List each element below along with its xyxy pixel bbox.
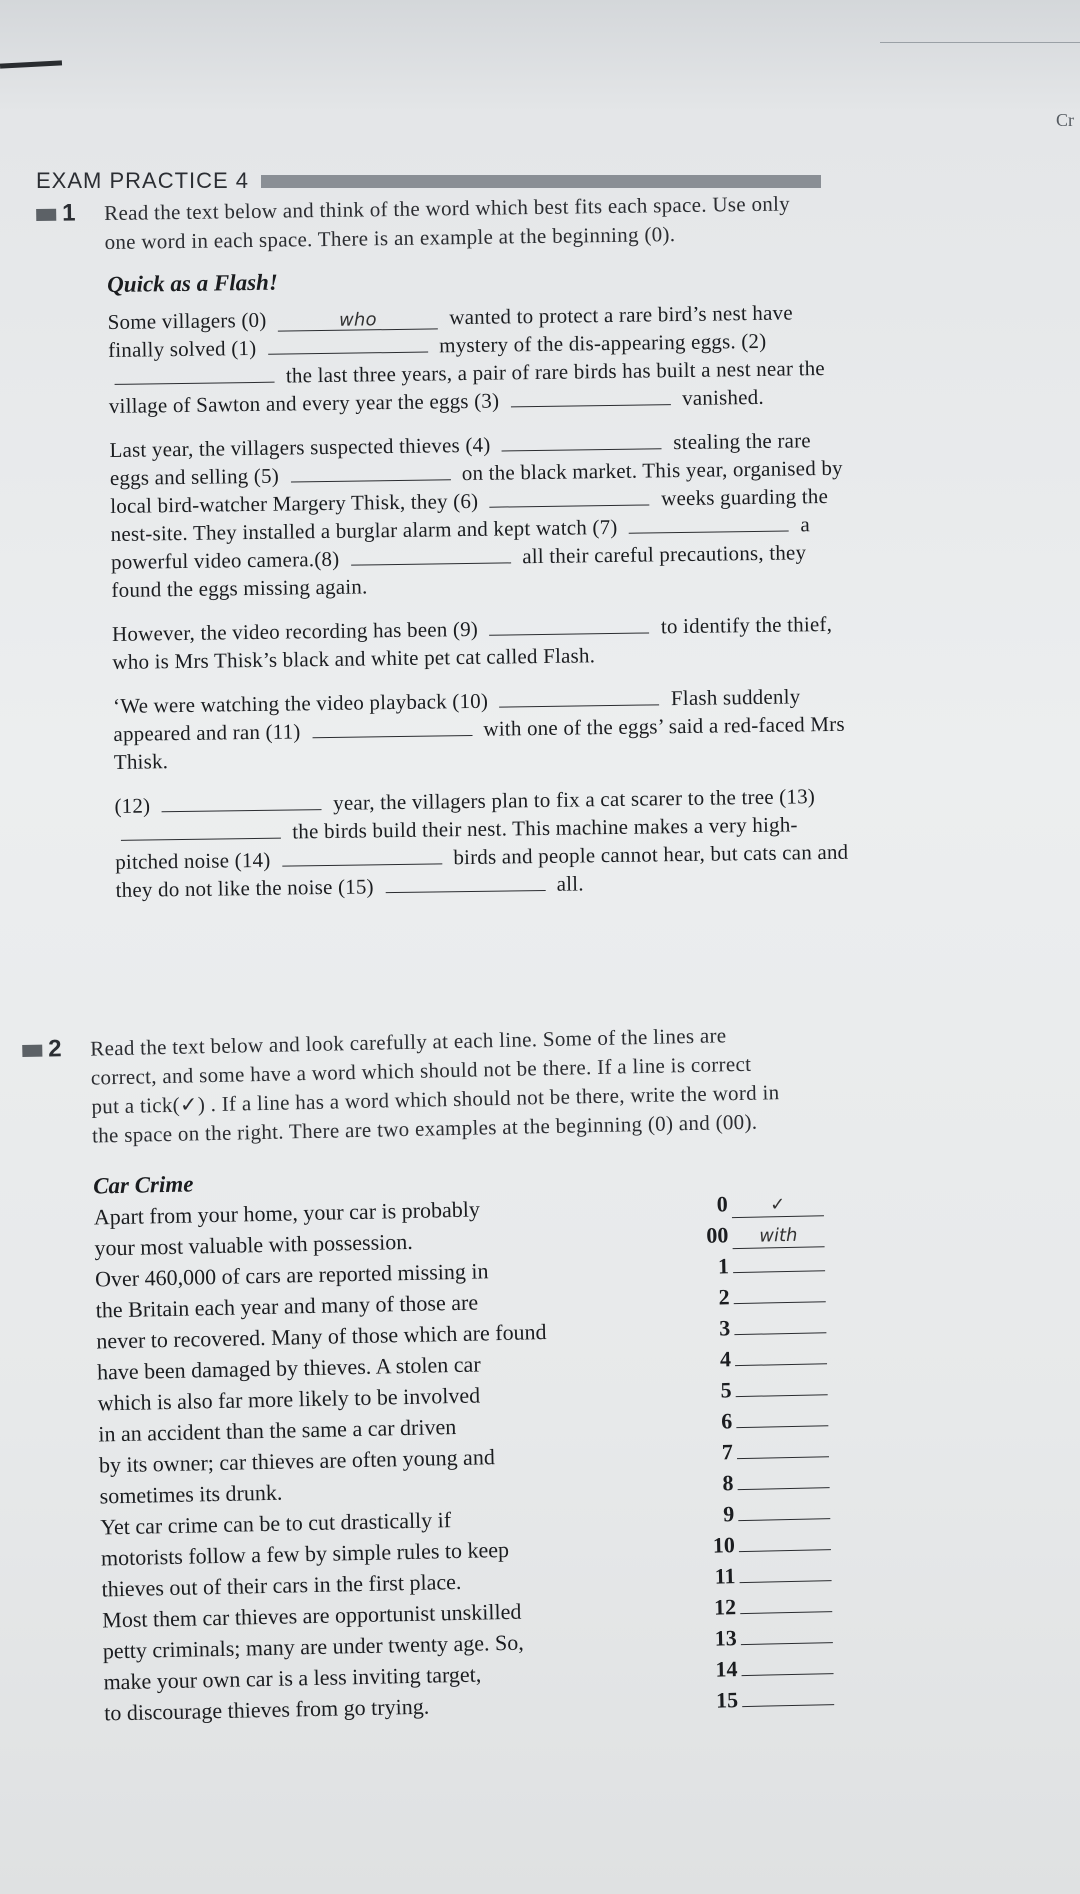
- task-2: [22, 1019, 836, 1732]
- answer-blank[interactable]: [733, 1250, 825, 1273]
- text-segment: birds and people cannot hear, but cats can and they do not like the noise (15): [115, 839, 849, 902]
- task-1-header: [36, 189, 837, 258]
- line-number: 5: [720, 1377, 732, 1403]
- answer-blank[interactable]: [742, 1684, 834, 1707]
- line-number: 12: [713, 1594, 737, 1620]
- answer-blank[interactable]: [737, 1436, 829, 1459]
- top-rule: [880, 42, 1080, 43]
- gap-15[interactable]: [385, 872, 545, 893]
- gap-7[interactable]: [629, 513, 789, 534]
- text-segment: all their careful precautions, they found the eggs missing again.: [111, 540, 807, 602]
- line-text: sometimes its drunk.: [99, 1479, 283, 1509]
- corner-text: Cr: [1056, 110, 1074, 130]
- gap-4[interactable]: [502, 430, 662, 451]
- answer-blank[interactable]: [737, 1467, 829, 1490]
- gap-2[interactable]: [114, 364, 274, 385]
- task-1-instruction: Read the text below and think of the word which best fits each space. Use only one word in each space. There is an example at the beginning (0).: [104, 191, 791, 255]
- gap-12[interactable]: [162, 791, 322, 812]
- line-text: which is also far more likely to be involved: [97, 1382, 481, 1416]
- line-number: 13: [714, 1625, 738, 1651]
- task-2-number: 2: [47, 1035, 62, 1063]
- text-segment: (12): [114, 793, 151, 818]
- gap-5[interactable]: [290, 461, 450, 482]
- task-1-number: 1: [61, 199, 76, 227]
- line-number: 11: [714, 1563, 736, 1589]
- exam-title: EXAM PRACTICE 4: [36, 168, 250, 193]
- gap-6[interactable]: [490, 486, 650, 507]
- gap-10[interactable]: [499, 686, 659, 707]
- line-text: Over 460,000 of cars are reported missing in: [94, 1258, 489, 1292]
- task-2-text-title: Car Crime: [92, 1171, 194, 1199]
- line-number: 7: [721, 1439, 734, 1465]
- line-number: 9: [722, 1501, 735, 1527]
- text-segment: year, the villagers plan to fix a cat scarer to the tree (13): [332, 784, 816, 815]
- line-number: 15: [715, 1687, 739, 1713]
- text-segment: Flash suddenly appeared and ran (11): [113, 684, 801, 746]
- gap-3[interactable]: [511, 386, 671, 407]
- line-number: 6: [720, 1408, 733, 1434]
- text-segment: vanished.: [681, 384, 764, 410]
- line-text: by its owner; car thieves are often young and: [98, 1444, 496, 1478]
- line-number: 1: [717, 1253, 730, 1279]
- text-segment: the last three years, a pair of rare birds has built a nest near the village of Sawton and every year the eggs (3): [108, 356, 826, 419]
- text-segment: all.: [556, 871, 584, 896]
- gap-11[interactable]: [312, 717, 472, 738]
- answer-blank[interactable]: with: [732, 1226, 824, 1249]
- answer-blank[interactable]: [734, 1312, 826, 1335]
- line-text: petty criminals; many are under twenty age. So,: [102, 1629, 525, 1664]
- gap-0-example: who: [278, 310, 438, 331]
- gap-13[interactable]: [121, 820, 281, 841]
- line-number: 14: [715, 1656, 738, 1682]
- text-segment: a powerful video camera.(8): [110, 512, 811, 574]
- answer-blank[interactable]: [736, 1405, 828, 1428]
- gap-8[interactable]: [351, 544, 511, 565]
- task-1: [36, 189, 849, 921]
- task-1-marker-icon: [36, 209, 56, 221]
- task-2-header: [22, 1019, 824, 1152]
- line-text: Yet car crime can be to cut drastically if: [100, 1507, 452, 1540]
- gap-14[interactable]: [282, 845, 442, 866]
- text-segment: Last year, the villagers suspected thieves (4): [109, 432, 491, 462]
- text-segment: the birds build their nest. This machine makes a very high-pitched noise (14): [115, 812, 798, 874]
- text-segment: to identify the thief, who is Mrs Thisk’s black and white pet cat called Flash.: [112, 611, 833, 674]
- text-segment: with one of the eggs’ said a red-faced Mrs Thisk.: [113, 711, 845, 774]
- line-number: 10: [712, 1532, 736, 1558]
- line-text: motorists follow a few by simple rules to keep: [100, 1536, 510, 1571]
- line-text: have been damaged by thieves. A stolen car: [96, 1351, 481, 1385]
- answer-blank[interactable]: [733, 1281, 825, 1304]
- line-text: your most valuable with possession.: [94, 1228, 414, 1261]
- text-segment: weeks guarding the nest-site. They installed a burglar alarm and kept watch (7): [110, 483, 829, 546]
- line-number: 8: [722, 1470, 734, 1496]
- answer-blank[interactable]: [740, 1591, 832, 1614]
- line-number: 3: [719, 1315, 731, 1341]
- line-number: 2: [718, 1284, 730, 1310]
- text-segment: wanted to protect a rare bird’s nest have finally solved (1): [107, 300, 793, 363]
- line-text: make your own car is a less inviting target,: [103, 1661, 482, 1695]
- task-1-text-title: Quick as a Flash!: [107, 269, 278, 298]
- text-segment: ‘We were watching the video playback (10): [112, 688, 489, 718]
- line-number: 4: [719, 1346, 732, 1372]
- answer-blank[interactable]: [739, 1560, 831, 1583]
- answer-blank[interactable]: [739, 1529, 831, 1552]
- line-number: 00: [706, 1222, 729, 1248]
- text-segment: on the black market. This year, organised by local bird-watcher Margery Thisk, they (6): [110, 455, 843, 518]
- task-1-paragraph-2: [109, 426, 851, 604]
- line-text: thieves out of their cars in the first place.: [101, 1568, 462, 1602]
- task-1-paragraph-4: [113, 682, 854, 776]
- text-segment: mystery of the dis-appearing eggs. (2): [439, 328, 767, 358]
- task-1-paragraph-1: [108, 298, 849, 420]
- answer-blank[interactable]: [735, 1374, 827, 1397]
- line-text: Apart from your home, your car is probably: [93, 1196, 481, 1230]
- task-1-paragraph-3: [112, 610, 853, 676]
- exam-title-bar: [261, 175, 821, 188]
- answer-blank[interactable]: [735, 1343, 827, 1366]
- text-segment: Some villagers (0): [107, 307, 267, 335]
- task-2-marker-icon: [22, 1045, 42, 1057]
- line-text: to discourage thieves from go trying.: [103, 1693, 430, 1726]
- task-1-paragraph-5: [114, 782, 855, 904]
- text-segment: However, the video recording has been (9): [111, 616, 479, 646]
- gap-1[interactable]: [268, 334, 428, 355]
- answer-blank[interactable]: [740, 1622, 832, 1645]
- text-segment: stealing the rare eggs and selling (5): [109, 428, 812, 490]
- line-number: 0: [716, 1191, 728, 1217]
- car-crime-lines: [94, 1187, 885, 1730]
- page-edge: [0, 60, 62, 68]
- line-text: Most them car thieves are opportunist unskilled: [101, 1598, 522, 1633]
- answer-blank[interactable]: [738, 1498, 830, 1521]
- line-text: never to recovered. Many of those which are found: [96, 1319, 547, 1354]
- line-text: the Britain each year and many of those are: [95, 1289, 479, 1323]
- answer-blank[interactable]: ✓: [732, 1195, 824, 1218]
- line-text: in an accident than the same a car driven: [98, 1413, 457, 1447]
- answer-blank[interactable]: [741, 1653, 833, 1676]
- gap-9[interactable]: [489, 614, 649, 635]
- task-2-instruction: Read the text below and look carefully at each line. Some of the lines are correct, and some have a word which should not be there. If a line is correct put a tick(✓) . If a line has a word which should not be there, write the word in the space on the right. There are two examples at the beginning (0) and (00).: [90, 1023, 780, 1148]
